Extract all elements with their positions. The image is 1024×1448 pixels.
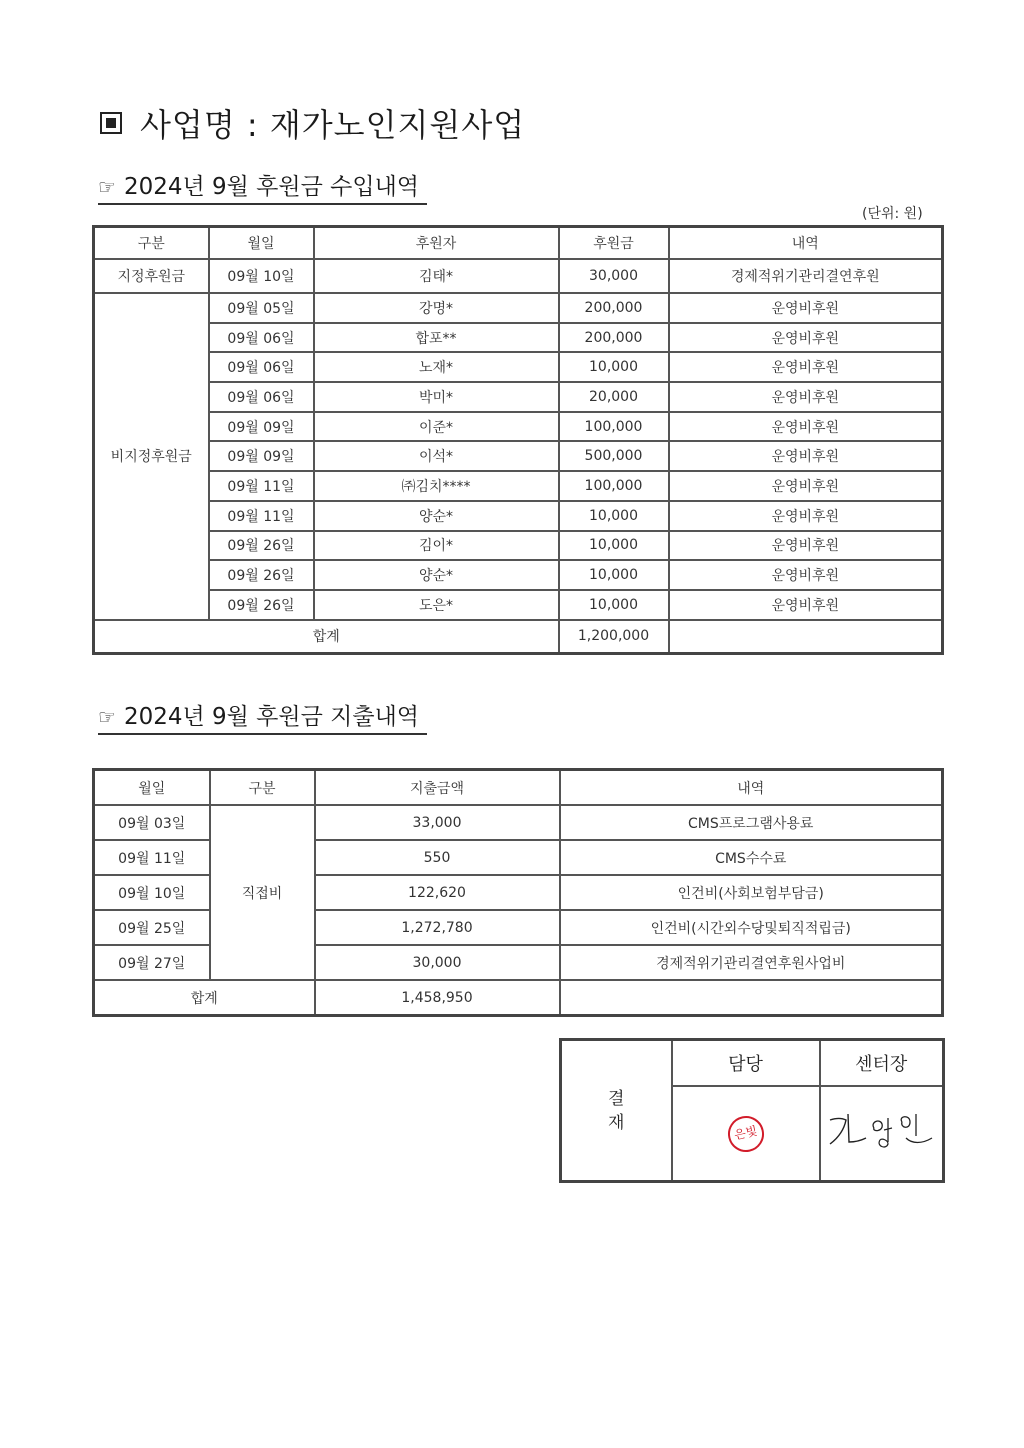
header-cell: 후원금 (559, 227, 669, 260)
header-cell: 지출금액 (315, 770, 560, 806)
total-desc-empty (669, 620, 943, 654)
expense-total-row (94, 980, 943, 1016)
handwritten-signature (822, 1102, 940, 1162)
amount-cell: 500,000 (559, 441, 669, 471)
amount-cell: 30,000 (315, 945, 560, 980)
director-signature-cell (820, 1086, 944, 1182)
donor-cell: 이준* (314, 412, 559, 442)
donor-cell: 강명* (314, 293, 559, 323)
amount-cell: 10,000 (559, 352, 669, 382)
table-row (94, 382, 943, 412)
amount-cell: 10,000 (559, 501, 669, 531)
desc-cell: 경제적위기관리결연후원 (669, 259, 943, 293)
date-cell: 09월 03일 (94, 805, 210, 840)
desc-cell: CMS수수료 (560, 840, 943, 875)
amount-cell: 10,000 (559, 590, 669, 620)
category-cell: 지정후원금 (94, 259, 209, 293)
donor-cell: 이석* (314, 441, 559, 471)
table-row (94, 805, 943, 840)
date-cell: 09월 11일 (94, 840, 210, 875)
header-cell: 월일 (209, 227, 314, 260)
pointing-hand-icon: ☞ (98, 705, 116, 729)
table-row (94, 501, 943, 531)
desc-cell: 운영비후원 (669, 293, 943, 323)
header-cell: 후원자 (314, 227, 559, 260)
date-cell: 09월 06일 (209, 382, 314, 412)
donor-cell: 김이* (314, 531, 559, 561)
expense-heading-text: 2024년 9월 후원금 지출내역 (123, 704, 419, 730)
donor-cell: 합포** (314, 323, 559, 353)
document-title-text: 사업명 : 재가노인지원사업 (140, 106, 526, 144)
amount-cell: 550 (315, 840, 560, 875)
amount-cell: 122,620 (315, 875, 560, 910)
date-cell: 09월 09일 (209, 412, 314, 442)
unit-label: (단위: 원) (862, 206, 923, 222)
income-heading (98, 168, 427, 205)
amount-cell: 100,000 (559, 471, 669, 501)
amount-cell: 20,000 (559, 382, 669, 412)
donor-cell: 양순* (314, 560, 559, 590)
approval-box (559, 1038, 945, 1183)
desc-cell: 운영비후원 (669, 382, 943, 412)
header-cell: 내역 (560, 770, 943, 806)
donor-cell: 양순* (314, 501, 559, 531)
approval-role-director: 센터장 (820, 1040, 944, 1087)
desc-cell: 경제적위기관리결연후원사업비 (560, 945, 943, 980)
amount-cell: 100,000 (559, 412, 669, 442)
table-row (94, 259, 943, 293)
date-cell: 09월 26일 (209, 590, 314, 620)
seal-stamp: 은빛 (724, 1112, 767, 1155)
date-cell: 09월 05일 (209, 293, 314, 323)
desc-cell: 운영비후원 (669, 531, 943, 561)
table-row (94, 441, 943, 471)
table-row (94, 590, 943, 620)
donor-cell: 박미* (314, 382, 559, 412)
header-cell: 내역 (669, 227, 943, 260)
date-cell: 09월 26일 (209, 531, 314, 561)
amount-cell: 200,000 (559, 293, 669, 323)
date-cell: 09월 26일 (209, 560, 314, 590)
expense-table (92, 768, 944, 1017)
desc-cell: 운영비후원 (669, 323, 943, 353)
desc-cell: 운영비후원 (669, 412, 943, 442)
desc-cell: 운영비후원 (669, 352, 943, 382)
category-cell: 비지정후원금 (94, 293, 209, 620)
desc-cell: 운영비후원 (669, 501, 943, 531)
header-cell: 구분 (210, 770, 315, 806)
amount-cell: 30,000 (559, 259, 669, 293)
table-row (94, 293, 943, 323)
date-cell: 09월 11일 (209, 471, 314, 501)
desc-cell: CMS프로그램사용료 (560, 805, 943, 840)
square-bullet-icon (100, 112, 122, 134)
expense-header-row (94, 770, 943, 806)
date-cell: 09월 25일 (94, 910, 210, 945)
approval-label (561, 1040, 672, 1182)
date-cell: 09월 06일 (209, 352, 314, 382)
table-row (94, 531, 943, 561)
header-cell: 구분 (94, 227, 209, 260)
desc-cell: 운영비후원 (669, 590, 943, 620)
donor-cell: 도은* (314, 590, 559, 620)
header-cell: 월일 (94, 770, 210, 806)
date-cell: 09월 06일 (209, 323, 314, 353)
total-label: 합계 (94, 620, 559, 654)
amount-cell: 10,000 (559, 531, 669, 561)
date-cell: 09월 10일 (94, 875, 210, 910)
total-label: 합계 (94, 980, 315, 1016)
date-cell: 09월 11일 (209, 501, 314, 531)
amount-cell: 33,000 (315, 805, 560, 840)
donor-cell: 김태* (314, 259, 559, 293)
table-row (94, 412, 943, 442)
table-row (94, 323, 943, 353)
table-row (94, 471, 943, 501)
income-table (92, 225, 944, 655)
amount-cell: 10,000 (559, 560, 669, 590)
document-title (100, 100, 525, 146)
amount-cell: 1,272,780 (315, 910, 560, 945)
amount-cell: 200,000 (559, 323, 669, 353)
approval-role-staff: 담당 (672, 1040, 820, 1087)
table-row (94, 560, 943, 590)
total-amount: 1,458,950 (315, 980, 560, 1016)
staff-seal-cell (672, 1086, 820, 1182)
donor-cell: ㈜김치**** (314, 471, 559, 501)
total-amount: 1,200,000 (559, 620, 669, 654)
income-heading-text: 2024년 9월 후원금 수입내역 (123, 174, 419, 200)
approval-label-line2: 재 (608, 1112, 625, 1133)
income-total-row (94, 620, 943, 654)
approval-label-line1: 결 (608, 1088, 625, 1109)
desc-cell: 인건비(사회보험부담금) (560, 875, 943, 910)
expense-heading (98, 698, 427, 735)
income-header-row (94, 227, 943, 260)
table-row (94, 352, 943, 382)
desc-cell: 운영비후원 (669, 471, 943, 501)
donor-cell: 노재* (314, 352, 559, 382)
date-cell: 09월 10일 (209, 259, 314, 293)
date-cell: 09월 27일 (94, 945, 210, 980)
date-cell: 09월 09일 (209, 441, 314, 471)
desc-cell: 운영비후원 (669, 441, 943, 471)
desc-cell: 인건비(시간외수당및퇴직적립금) (560, 910, 943, 945)
pointing-hand-icon: ☞ (98, 175, 116, 199)
category-cell: 직접비 (210, 805, 315, 980)
total-desc-empty (560, 980, 943, 1016)
desc-cell: 운영비후원 (669, 560, 943, 590)
